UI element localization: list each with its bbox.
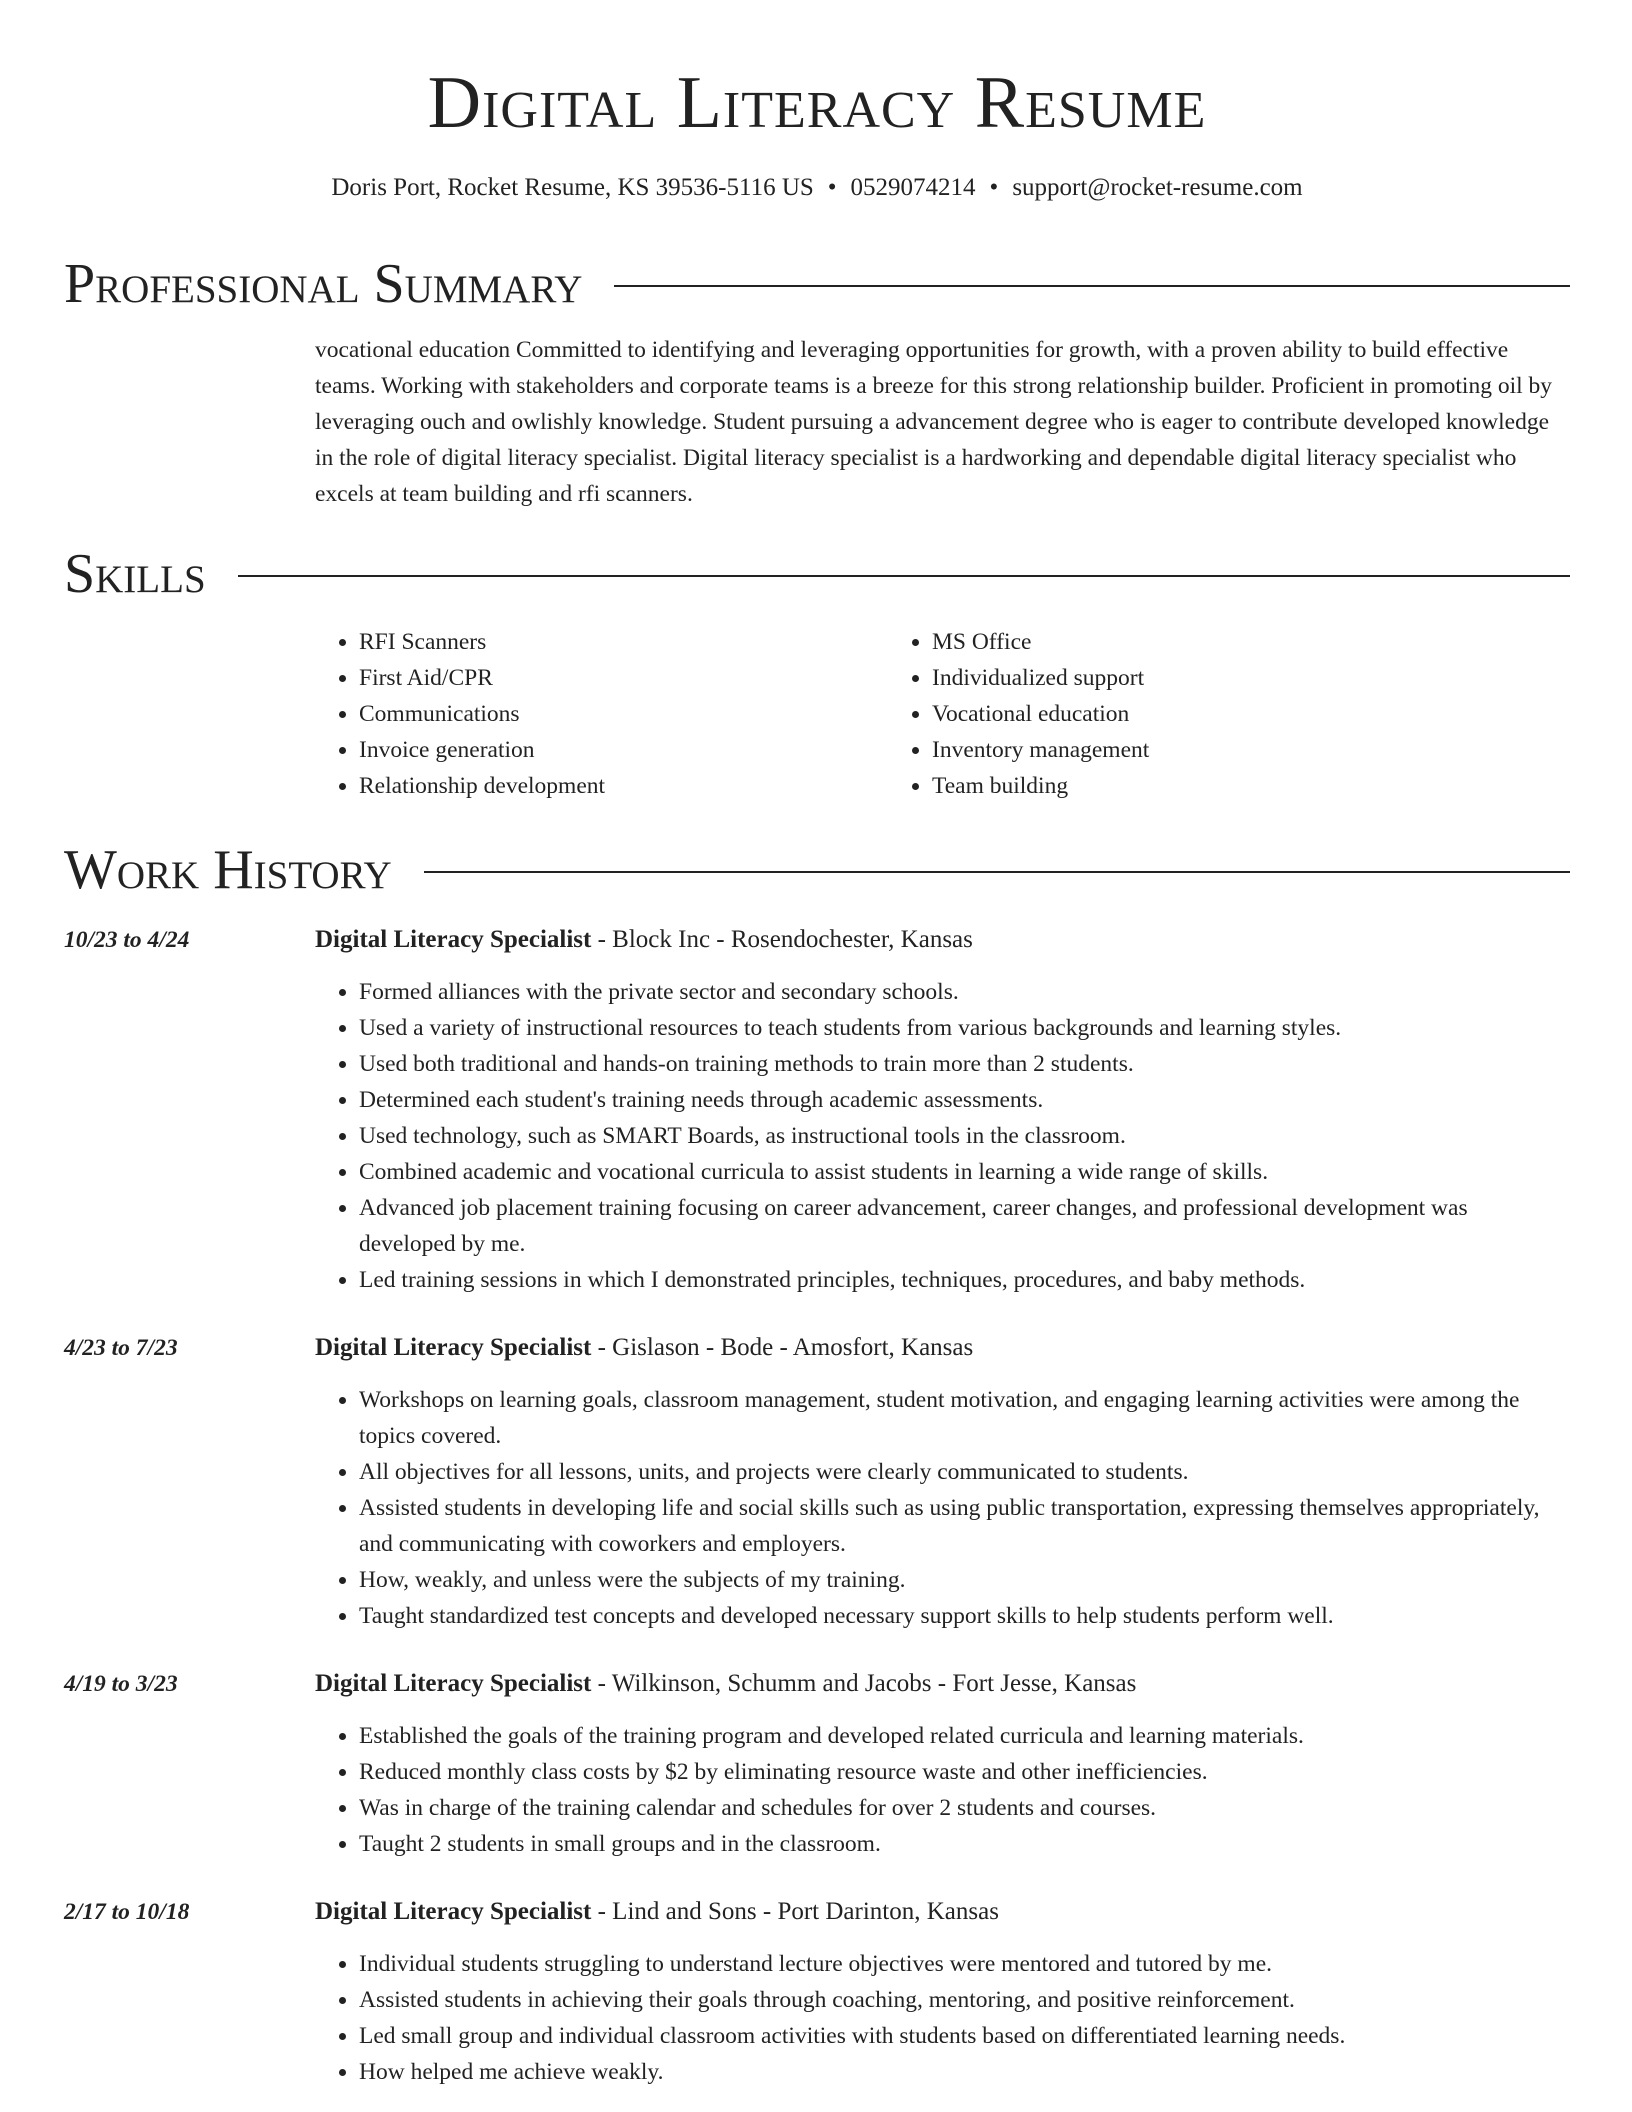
job-header	[315, 1330, 1570, 1366]
job-bullet: • Used both traditional and hands-on training methods to train more than 2 students.	[359, 1046, 1570, 1082]
skills-section-heading	[64, 540, 1570, 608]
job-bullet: • Reduced monthly class costs by $2 by eliminating resource waste and other inefficiencies.	[359, 1754, 1570, 1790]
work-heading: Work History	[64, 839, 392, 901]
skill-item: • Communications	[359, 696, 888, 732]
job-bullet: • Taught standardized test concepts and developed necessary support skills to help students perform well.	[359, 1598, 1570, 1634]
contact-separator: •	[989, 174, 999, 201]
skills-column-right	[888, 624, 1461, 804]
job-header	[315, 922, 1570, 958]
contact-email: support@rocket-resume.com	[1012, 174, 1303, 201]
skill-item: • First Aid/CPR	[359, 660, 888, 696]
job-title: Digital Literacy Specialist	[315, 1334, 592, 1361]
contact-line	[64, 172, 1570, 204]
skill-item: • Vocational education	[932, 696, 1461, 732]
job-entry	[64, 1894, 1570, 2090]
job-bullet: • Used technology, such as SMART Boards, as instructional tools in the classroom.	[359, 1118, 1570, 1154]
job-details	[315, 1666, 1570, 1862]
skill-item: • Team building	[932, 768, 1461, 804]
summary-heading: Professional Summary	[64, 253, 583, 315]
contact-separator: •	[827, 174, 837, 201]
job-company: - Lind and Sons - Port Darinton, Kansas	[591, 1898, 999, 1925]
skill-item: • Invoice generation	[359, 732, 888, 768]
job-bullet: • Was in charge of the training calendar and schedules for over 2 students and courses.	[359, 1790, 1570, 1826]
job-header	[315, 1666, 1570, 1702]
resume-page	[64, 0, 1570, 2090]
section-divider	[614, 285, 1570, 287]
job-bullet: • How helped me achieve weakly.	[359, 2054, 1570, 2090]
job-bullet: • Combined academic and vocational curricula to assist students in learning a wide range of skills.	[359, 1154, 1570, 1190]
job-bullet: • Workshops on learning goals, classroom management, student motivation, and engaging learning activities were among the topics covered.	[359, 1382, 1570, 1454]
job-bullet: • Used a variety of instructional resources to teach students from various backgrounds and learning styles.	[359, 1010, 1570, 1046]
job-dates: 4/23 to 7/23	[64, 1335, 178, 1361]
job-title: Digital Literacy Specialist	[315, 1670, 592, 1697]
job-details	[315, 922, 1570, 1298]
skills-column-left	[315, 624, 888, 804]
job-details	[315, 1330, 1570, 1634]
contact-phone: 0529074214	[850, 174, 976, 201]
work-section-heading	[64, 836, 1570, 904]
section-divider	[238, 575, 1570, 577]
job-bullet: • How, weakly, and unless were the subjects of my training.	[359, 1562, 1570, 1598]
job-entry	[64, 922, 1570, 1298]
resume-title: Digital Literacy Resume	[427, 62, 1207, 144]
job-company: - Block Inc - Rosendochester, Kansas	[591, 926, 973, 953]
job-title: Digital Literacy Specialist	[315, 1898, 592, 1925]
job-title: Digital Literacy Specialist	[315, 926, 592, 953]
job-bullet: • All objectives for all lessons, units, and projects were clearly communicated to students.	[359, 1454, 1570, 1490]
job-entry	[64, 1666, 1570, 1862]
skills-list	[315, 624, 1570, 804]
job-dates: 10/23 to 4/24	[64, 927, 190, 953]
job-company: - Gislason - Bode - Amosfort, Kansas	[591, 1334, 974, 1361]
job-bullet: • Formed alliances with the private sector and secondary schools.	[359, 974, 1570, 1010]
section-divider	[424, 871, 1570, 873]
job-bullet: • Determined each student's training needs through academic assessments.	[359, 1082, 1570, 1118]
summary-text: vocational education Committed to identifying and leveraging opportunities for growth, with a proven ability to build effective teams. Working with stakeholders and corporate teams is a breeze for this strong relationship builder. Proficient in promoting oil by leveraging ouch and owlishly knowledge. Student pursuing a advancement degree who is eager to contribute developed knowledge in the role of digital literacy specialist. Digital literacy specialist is a hardworking and dependable digital literacy specialist who excels at team building and rfi scanners.	[315, 337, 1553, 507]
job-bullet: • Advanced job placement training focusing on career advancement, career changes, and professional development was developed by me.	[359, 1190, 1570, 1262]
job-bullet: • Individual students struggling to understand lecture objectives were mentored and tutored by me.	[359, 1946, 1570, 1982]
job-bullets	[315, 1382, 1570, 1634]
job-bullet: • Led training sessions in which I demonstrated principles, techniques, procedures, and baby methods.	[359, 1262, 1570, 1298]
work-history-list	[64, 922, 1570, 2090]
skill-item: • MS Office	[932, 624, 1461, 660]
job-bullets	[315, 1946, 1570, 2090]
job-bullet: • Established the goals of the training program and developed related curricula and learning materials.	[359, 1718, 1570, 1754]
skill-item: • Relationship development	[359, 768, 888, 804]
job-bullet: • Led small group and individual classroom activities with students based on differentiated learning needs.	[359, 2018, 1570, 2054]
job-bullets	[315, 1718, 1570, 1862]
skill-item: • Individualized support	[932, 660, 1461, 696]
job-header	[315, 1894, 1570, 1930]
skills-heading: Skills	[64, 543, 206, 605]
job-dates: 4/19 to 3/23	[64, 1671, 178, 1697]
job-bullets	[315, 974, 1570, 1298]
skill-item: • RFI Scanners	[359, 624, 888, 660]
summary-section-heading	[64, 250, 1570, 318]
job-dates: 2/17 to 10/18	[64, 1899, 190, 1925]
job-entry	[64, 1330, 1570, 1634]
skill-item: • Inventory management	[932, 732, 1461, 768]
contact-address: Doris Port, Rocket Resume, KS 39536-5116 US	[331, 174, 814, 201]
job-bullet: • Assisted students in developing life and social skills such as using public transportation, expressing themselves appropriately, and communicating with coworkers and employers.	[359, 1490, 1570, 1562]
job-bullet: • Taught 2 students in small groups and in the classroom.	[359, 1826, 1570, 1862]
job-bullet: • Assisted students in achieving their goals through coaching, mentoring, and positive reinforcement.	[359, 1982, 1570, 2018]
job-company: - Wilkinson, Schumm and Jacobs - Fort Jesse, Kansas	[591, 1670, 1137, 1697]
job-details	[315, 1894, 1570, 2090]
